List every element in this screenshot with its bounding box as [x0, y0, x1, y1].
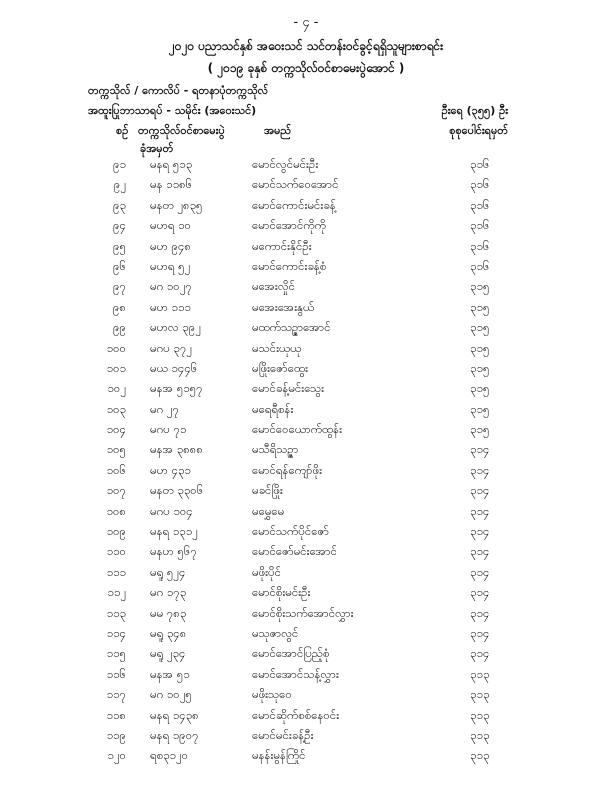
- table-row: [0, 705, 612, 725]
- table-row: [0, 236, 612, 256]
- row-number: ၁၀၅: [106, 442, 126, 457]
- roll-number: မန ၁၁၈၆: [150, 177, 193, 192]
- total-score: ၃၁၅: [470, 381, 490, 396]
- column-header-no: စဉ်: [116, 124, 129, 137]
- document-subtitle: ( ၂၀၁၉ ခုနှစ် တက္ကသိုလ်ဝင်စာမေးပွဲအောင် ): [207, 61, 405, 75]
- roll-number: မဂပ ၃၇၂: [150, 340, 192, 355]
- total-score: ၃၁၅: [470, 422, 490, 437]
- total-score: ၃၁၃: [470, 687, 490, 702]
- row-number: ၁၀၇: [106, 483, 126, 498]
- total-score: ၃၁၄: [470, 625, 490, 640]
- roll-number: မဟ ၉၄၈: [150, 238, 191, 253]
- document-title: ၂၀၂၀ ပညာသင်နှစ် အဝေးသင် သင်တန်းဝင်ခွင့်ရရှိသူများစာရင်း: [168, 39, 444, 53]
- row-number: ၁၀၉: [106, 524, 126, 539]
- row-number: ၉၆: [113, 258, 126, 273]
- roll-number: မနတ ၂၈၃၅: [150, 197, 203, 212]
- table-row: [0, 297, 612, 317]
- student-name: မောင်မင်းခန့်ဦး: [252, 727, 314, 742]
- table-row: [0, 725, 612, 745]
- row-number: ၁၁၅: [106, 646, 126, 661]
- total-score: ၃၁၃: [470, 727, 490, 742]
- total-score: ၃၁၆: [470, 258, 490, 273]
- row-number: ၁၁၄: [106, 625, 126, 640]
- table-row: [0, 399, 612, 419]
- table-row: [0, 154, 612, 174]
- table-row: [0, 215, 612, 235]
- table-row: [0, 317, 612, 337]
- roll-number: မနရ ၁၄၃၈: [150, 707, 199, 722]
- table-row: [0, 623, 612, 643]
- roll-number: မနအ ၅၁၅၇: [150, 381, 203, 396]
- table-row: [0, 521, 612, 541]
- student-name: မောင်ကောင်းခန့်စံ: [252, 258, 327, 273]
- column-header-roll-sub: ခုံအမှတ်: [140, 142, 174, 155]
- row-number: ၁၁၉: [106, 727, 126, 742]
- row-number: ၉၅: [113, 238, 126, 253]
- table-row: [0, 745, 612, 765]
- row-number: ၁၀၈: [106, 503, 126, 518]
- roll-number: မနရ ၁၃၁၂: [150, 524, 198, 539]
- table-row: [0, 338, 612, 358]
- total-score: ၃၁၆: [470, 238, 490, 253]
- total-score: ၃၁၄: [470, 646, 490, 661]
- roll-number: ရစ၃၁၂၀: [150, 748, 189, 763]
- row-number: ၁၀၂: [107, 381, 126, 396]
- roll-number: မရူ ၃၄၈: [150, 625, 187, 640]
- total-score: ၃၁၄: [470, 442, 490, 457]
- total-score: ၃၁၅: [470, 360, 490, 375]
- total-score: ၃၁၄: [470, 585, 490, 600]
- table-row: [0, 276, 612, 296]
- student-name: မောင်အောင်သန့်လွှား: [252, 666, 339, 681]
- student-name: မောင်ဆိုက်စစ်နေဝင်း: [252, 707, 340, 722]
- total-score: ၃၁၅: [470, 320, 490, 335]
- subject-label: အထူးပြုဘာသာရပ် - သမိုင်း (အဝေးသင်): [88, 104, 257, 117]
- student-name: မသုဇာလွင်: [252, 625, 299, 640]
- row-number: ၁၀၁: [106, 360, 126, 375]
- student-name: မသီရိသဉ္ဇာ: [252, 442, 299, 457]
- table-row: [0, 501, 612, 521]
- total-score: ၃၁၆: [470, 177, 490, 192]
- row-number: ၉၁: [113, 157, 126, 171]
- roll-number: မဟ ၁၁၁: [150, 299, 191, 314]
- university-label: တက္ကသိုလ် / ကောလိပ် - ရတနာပုံတက္ကသိုလ်: [88, 84, 269, 97]
- column-header-total: စုစုပေါင်းရမှတ်: [449, 124, 508, 137]
- table-row: [0, 419, 612, 439]
- total-score: ၃၁၆: [470, 197, 490, 212]
- roll-number: မဂ ၁၀၂၇: [150, 279, 192, 294]
- roll-number: မဟ ၄၃၁: [150, 462, 191, 477]
- row-number: ၁၁၂: [107, 585, 126, 600]
- total-score: ၃၁၄: [470, 564, 490, 579]
- table-row: [0, 195, 612, 215]
- total-score: ၃၁၄: [470, 524, 490, 539]
- roll-number: မဂပ ၁၀၄: [150, 503, 193, 518]
- student-name: မဖြိုးဇော်ထွေး: [252, 360, 309, 375]
- total-score: ၃၁၃: [470, 748, 490, 763]
- table-row: [0, 541, 612, 561]
- row-number: ၁၁၇: [106, 687, 126, 702]
- roll-number: မရူ ၂၃၄: [150, 646, 186, 661]
- table-row: [0, 358, 612, 378]
- roll-number: မယ ၁၄၄၆: [150, 360, 198, 375]
- student-name: မဖိုးပိုင်: [252, 564, 281, 579]
- student-name: မောင်ရန်ကျော်ဖိုး: [252, 462, 323, 477]
- student-name: မောင်ကောင်းမင်းခန့်: [252, 197, 336, 212]
- student-name: မခင်ဖြိုး: [252, 483, 283, 498]
- row-number: ၁၁၆: [106, 666, 126, 681]
- row-number: ၁၁၀: [106, 544, 126, 559]
- roll-number: မဂပ ၇၁: [150, 422, 187, 437]
- total-score: ၃၁၃: [470, 666, 490, 681]
- total-score: ၃၁၄: [470, 605, 490, 620]
- table-row: [0, 378, 612, 398]
- total-score: ၃၁၄: [470, 503, 490, 518]
- roll-number: မဟလ ၃၉၂: [150, 320, 201, 335]
- total-count-label: ဦးရေ (၃၅၅) ဦး: [441, 104, 508, 117]
- roll-number: မဂ ၂၇: [150, 401, 179, 416]
- roll-number: မဂ ၁၀၂၅: [150, 687, 192, 702]
- student-name: မောင်လွင်မင်းဦး: [252, 157, 319, 171]
- student-name: မကောင်းနိုင်ဦး: [252, 238, 312, 253]
- roll-number: မနရ ၅၁၃: [150, 157, 193, 171]
- row-number: ၉၂: [113, 177, 126, 192]
- roll-number: မနရ ၁၉၀၇: [150, 727, 199, 742]
- roll-number: မနအ ၃၈၈၈: [150, 442, 203, 457]
- page-number: - ၄ -: [293, 15, 319, 30]
- student-name: မောင်စိုးသက်အောင်လွှား: [252, 605, 354, 620]
- roll-number: မနအ ၅၁: [150, 666, 190, 681]
- total-score: ၃၁၅: [470, 401, 490, 416]
- row-number: ၁၀၄: [106, 422, 126, 437]
- total-score: ၃၁၄: [470, 462, 490, 477]
- roll-number: မဂ ၁၇၃: [150, 585, 187, 600]
- column-header-roll: တက္ကသိုလ်ဝင်စာမေးပွဲ: [138, 124, 225, 137]
- total-score: ၃၁၅: [470, 340, 490, 355]
- student-name: မောင်ဇော်မင်းအောင်: [252, 544, 338, 559]
- row-number: ၁၀၆: [106, 462, 126, 477]
- total-score: ၃၁၅: [470, 299, 490, 314]
- table-row: [0, 603, 612, 623]
- student-name: မောင်စိုးမင်းဦး: [252, 585, 311, 600]
- roll-number: မဟရ ၁၀: [150, 218, 192, 233]
- student-name: မသင်းယုယု: [252, 340, 302, 355]
- student-name: မမွှေမေ: [252, 503, 285, 518]
- row-number: ၁၀၃: [106, 401, 126, 416]
- table-row: [0, 664, 612, 684]
- student-name: မရေရီစန်း: [252, 401, 294, 416]
- roll-number: မနဟ ၅၆၇: [150, 544, 197, 559]
- table-row: [0, 562, 612, 582]
- table-row: [0, 480, 612, 500]
- row-number: ၁၂၀: [107, 748, 126, 763]
- table-row: [0, 439, 612, 459]
- results-table: [0, 154, 612, 766]
- student-name: မနန်းမွန်ကြိုင်: [252, 748, 306, 763]
- table-row: [0, 643, 612, 663]
- student-name: မောင်အောင်ပြည့်စုံ: [252, 646, 330, 661]
- student-name: မောင်သက်ပိုင်ဇော်: [252, 524, 330, 539]
- roll-number: မမ ၇၈၃: [150, 605, 187, 620]
- table-row: [0, 582, 612, 602]
- student-name: မဖိုးသုဝေ: [252, 687, 292, 702]
- row-number: ၉၉: [113, 320, 126, 335]
- roll-number: မဟရ ၅၂: [150, 258, 191, 273]
- table-row: [0, 256, 612, 276]
- student-name: မထက်သဉ္ဇာအောင်: [252, 320, 331, 335]
- row-number: ၉၄: [113, 218, 126, 233]
- row-number: ၉၃: [113, 197, 126, 212]
- row-number: ၁၁၃: [106, 605, 126, 620]
- total-score: ၃၁၄: [470, 483, 490, 498]
- table-row: [0, 684, 612, 704]
- student-name: မောင်ဝေယောက်ထွန်း: [252, 422, 343, 437]
- table-row: [0, 174, 612, 194]
- student-name: မောင်အောင်ကိုကို: [252, 218, 326, 233]
- student-name: မောင်ခန့်မင်းသွေး: [252, 381, 325, 396]
- total-score: ၃၁၅: [470, 279, 490, 294]
- total-score: ၃၁၆: [470, 218, 490, 233]
- student-name: မအေးအေးနွယ်: [252, 299, 315, 314]
- roll-number: မရူ ၅၂၄: [150, 564, 186, 579]
- row-number: ၉၈: [112, 299, 126, 314]
- table-row: [0, 460, 612, 480]
- total-score: ၃၁၃: [470, 707, 490, 722]
- student-name: မောင်သက်ဝေအောင်: [252, 177, 339, 192]
- roll-number: မနတ ၃၃၀၆: [150, 483, 204, 498]
- total-score: ၃၁၄: [470, 544, 490, 559]
- column-header-name: အမည်: [264, 124, 292, 137]
- row-number: ၁၀၀: [106, 340, 126, 355]
- student-name: မအေးလှိုင်: [252, 279, 296, 294]
- row-number: ၉၇: [113, 279, 126, 294]
- total-score: ၃၁၆: [470, 157, 490, 171]
- row-number: ၁၁၁: [106, 564, 126, 579]
- row-number: ၁၁၈: [106, 707, 126, 722]
